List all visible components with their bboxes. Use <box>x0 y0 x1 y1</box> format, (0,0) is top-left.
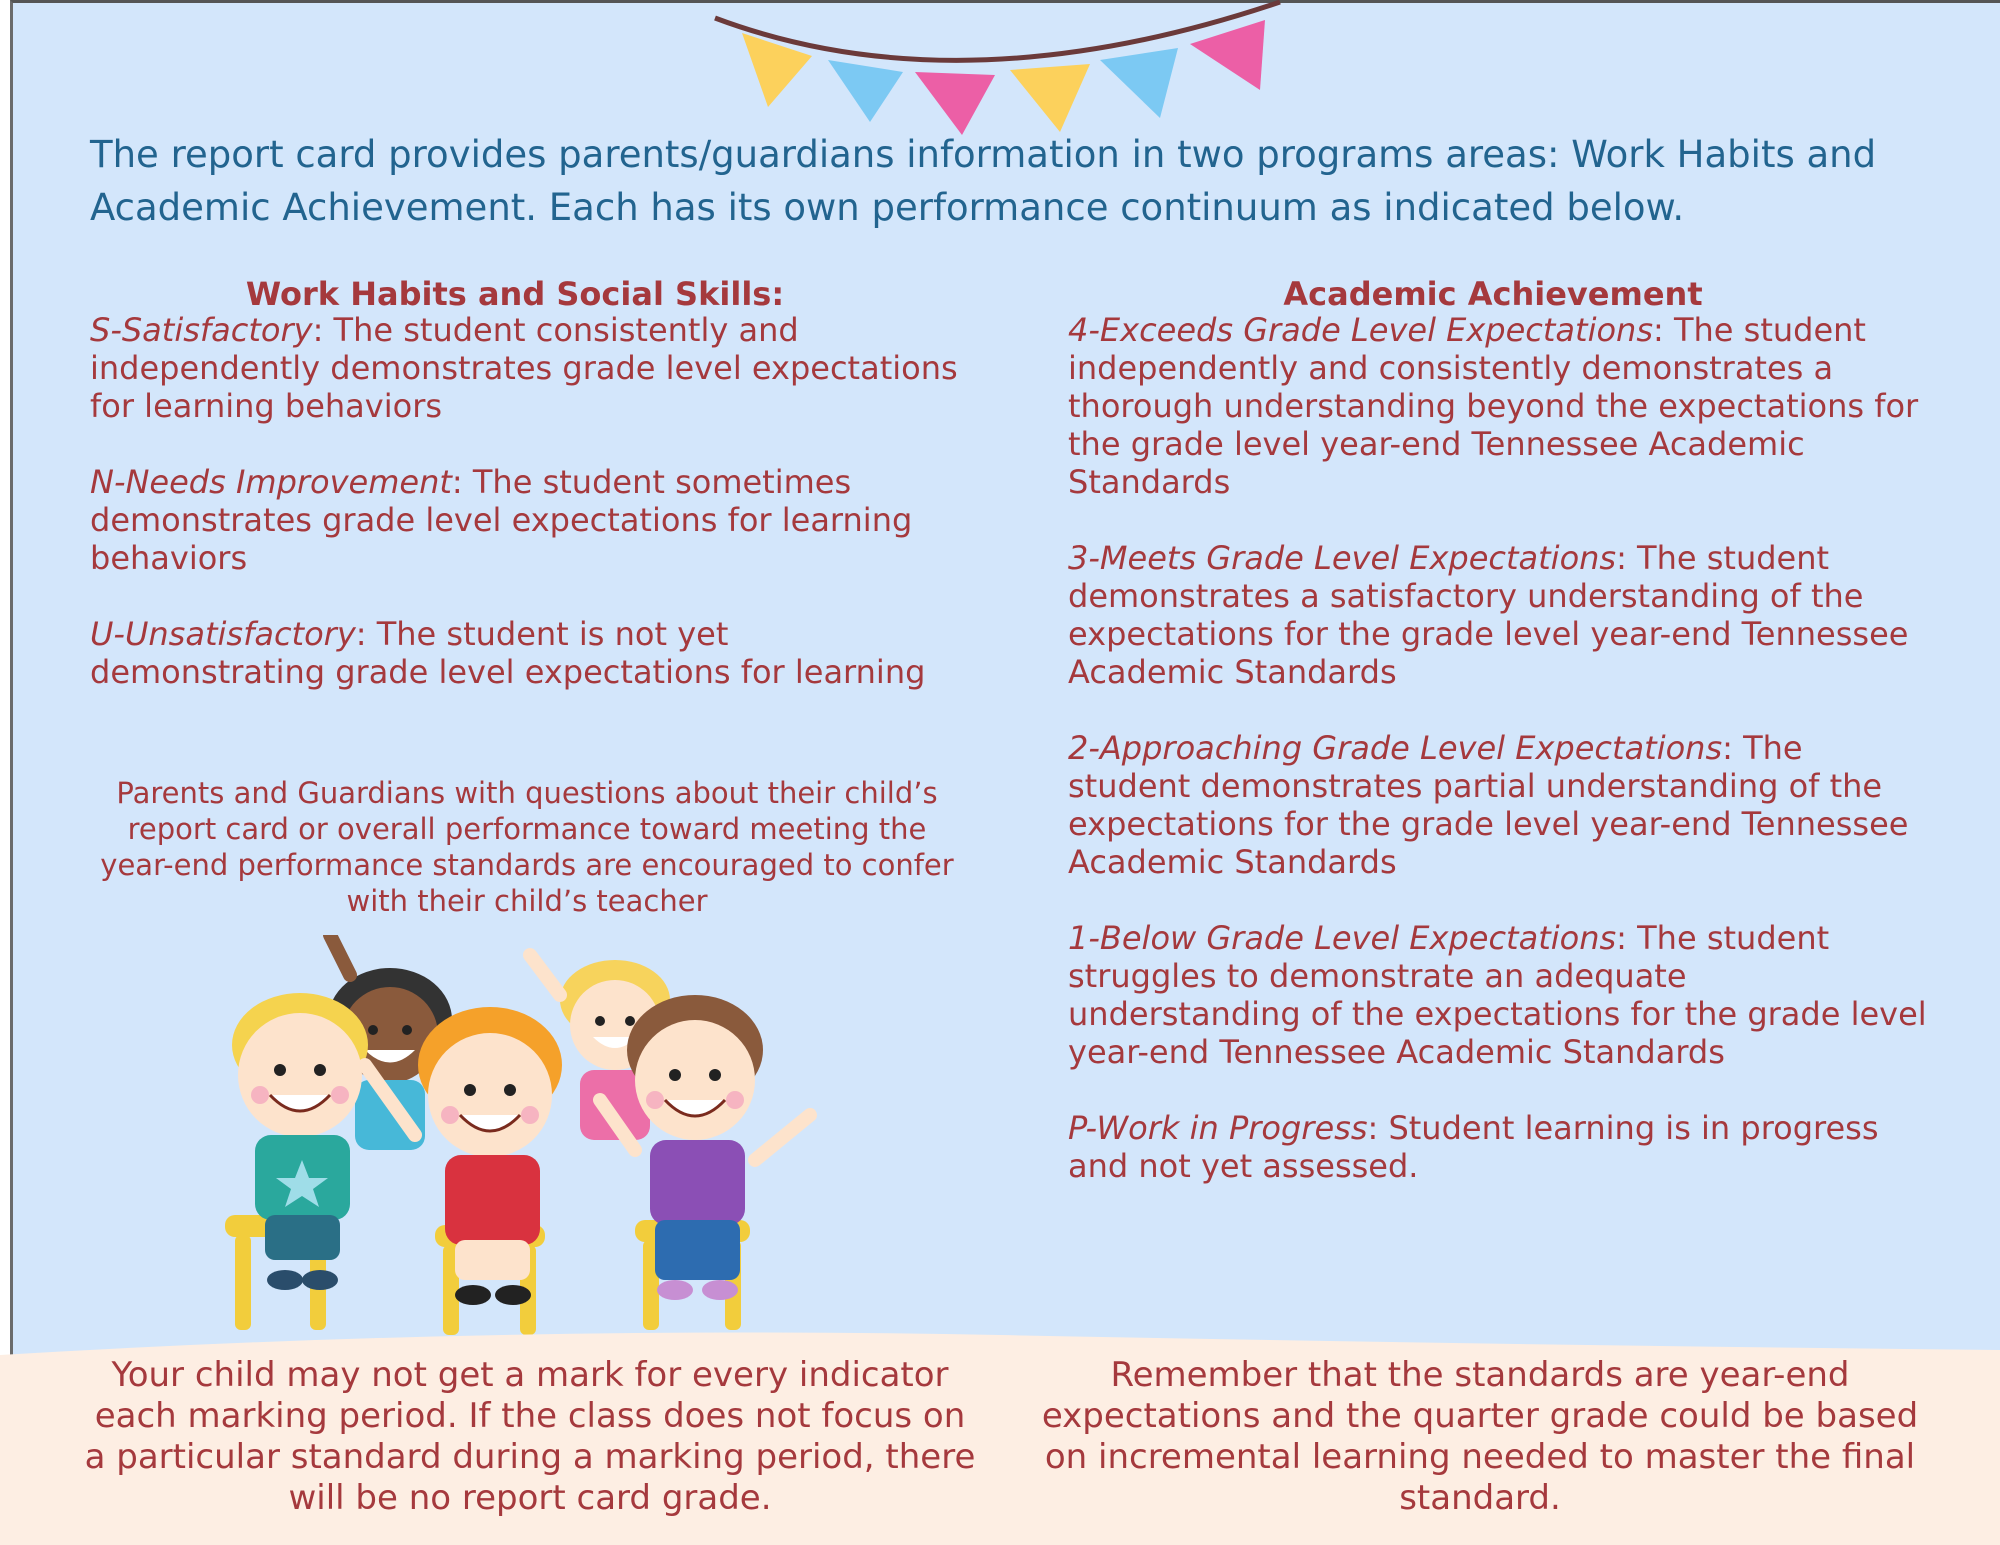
children-illustration <box>215 935 845 1340</box>
academic-item <box>1068 311 1928 501</box>
intro-paragraph: The report card provides parents/guardians information in two programs areas: Work Habits and Academic Achievement. Each has its own performance continuum as indicated below. <box>90 133 1877 229</box>
academic-item <box>1068 1109 1928 1185</box>
grade-term: 2-Approaching Grade Level Expectations <box>1068 729 1723 767</box>
grade-term: P-Work in Progress <box>1068 1109 1368 1147</box>
child-front-blond <box>232 993 368 1290</box>
academic-achievement-heading: Academic Achievement <box>1283 275 1703 313</box>
grade-description: : The student demonstrates partial understanding of the expectations for the grade level year-end Tennessee Academic Standards <box>1068 729 1909 881</box>
grade-term: 3-Meets Grade Level Expectations <box>1068 539 1617 577</box>
academic-item <box>1068 539 1928 691</box>
child-front-brown <box>600 995 810 1300</box>
work-habits-heading: Work Habits and Social Skills: <box>245 275 785 313</box>
grade-description: : The student is not yet demonstrating grade level expectations for learning <box>90 615 926 691</box>
footer-left-text: Your child may not get a mark for every indicator each marking period. If the class does not focus on a particular standard during a marking period, there will be no report card grade. <box>84 1355 976 1518</box>
parents-note: Parents and Guardians with questions about their child’s report card or overall performance toward meeting the year-end performance standards are encouraged to confer with their child’s teacher <box>100 776 954 918</box>
grade-description: : Student learning is in progress and not yet assessed. <box>1068 1109 1879 1185</box>
grade-term: U-Unsatisfactory <box>90 615 356 653</box>
academic-item <box>1068 919 1928 1071</box>
grade-description: : The student demonstrates a satisfactory understanding of the expectations for the grade level year-end Tennessee Academic Standards <box>1068 539 1909 691</box>
work-habits-list <box>90 311 960 729</box>
grade-description: : The student consistently and independently demonstrates grade level expectations for learning behaviors <box>90 311 958 425</box>
grade-term: 1-Below Grade Level Expectations <box>1068 919 1617 957</box>
footer-right-text: Remember that the standards are year-end expectations and the quarter grade could be based on incremental learning needed to master the final standard. <box>1041 1355 1919 1518</box>
academic-achievement-list <box>1068 311 1928 1223</box>
work-habit-item <box>90 463 960 577</box>
academic-item <box>1068 729 1928 881</box>
grade-term: S-Satisfactory <box>90 311 313 349</box>
grade-term: 4-Exceeds Grade Level Expectations <box>1068 311 1653 349</box>
work-habit-item <box>90 615 960 691</box>
grade-term: N-Needs Improvement <box>90 463 452 501</box>
grade-description: : The student sometimes demonstrates grade level expectations for learning behaviors <box>90 463 913 577</box>
grade-description: : The student struggles to demonstrate an adequate understanding of the expectations for the grade level year-end Tennessee Academic Standards <box>1068 919 1927 1071</box>
grade-description: : The student independently and consistently demonstrates a thorough understanding beyond the expectations for the grade level year-end Tennessee Academic Standards <box>1068 311 1919 501</box>
work-habit-item <box>90 311 960 425</box>
